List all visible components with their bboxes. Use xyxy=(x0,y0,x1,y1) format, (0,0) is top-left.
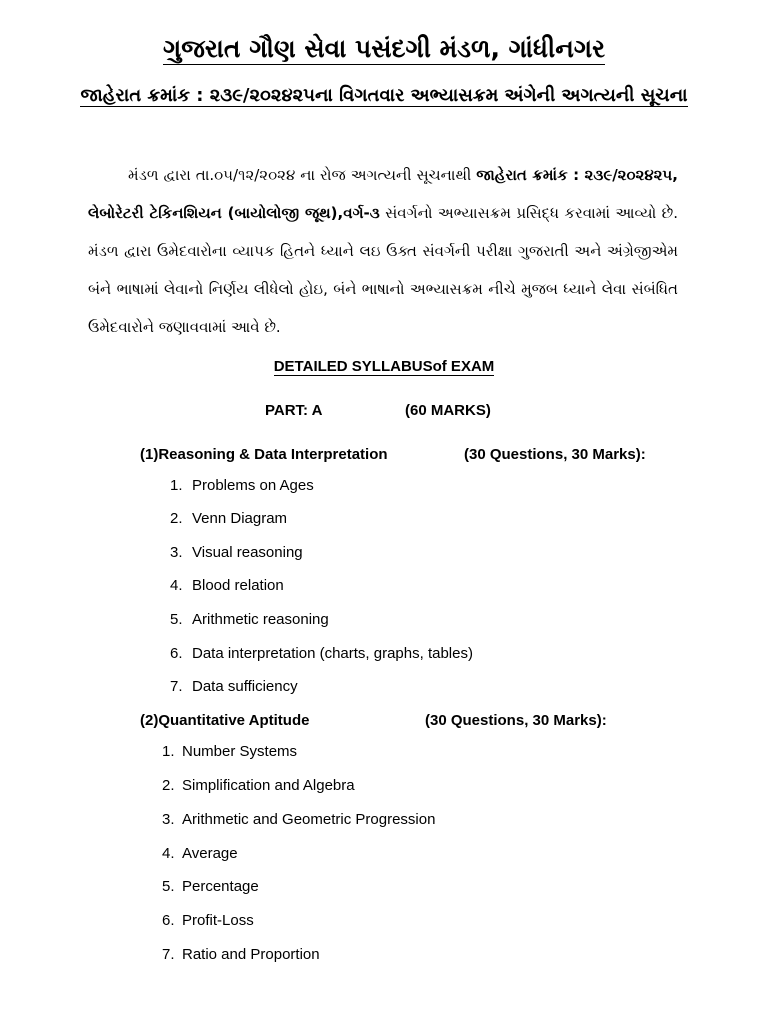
list-item-number: 3. xyxy=(162,811,175,828)
list-item xyxy=(162,777,355,794)
list-item xyxy=(170,510,287,527)
list-item-text: Arithmetic and Geometric Progression xyxy=(182,811,436,828)
list-item-text: Percentage xyxy=(182,878,259,895)
notice-text-rest: સંવર્ગનો અભ્યાસક્રમ પ્રસિદ્ધ કરવામાં આવ્યો છે. મંડળ દ્વારા ઉમેદવારોના વ્યાપક હિતને ધ્યાને લઇ ઉક્ત સંવર્ગની પરીક્ષા ગુજરાતી અને અંગ્રેજીએમ બંને ભાષામાં લેવાનો નિર્ણય લીધેલો હોઇ, બંને ભાષાનો અભ્યાસક્રમ નીચે મુજબ ધ્યાને લેવા સંબંધિત ઉમેદવારોને જણાવવામાં આવે છે. xyxy=(88,204,679,336)
list-item xyxy=(170,611,329,628)
part-marks: (60 MARKS) xyxy=(405,402,491,419)
list-item-text: Data sufficiency xyxy=(192,678,298,695)
section-title: (1)Reasoning & Data Interpretation xyxy=(140,446,388,463)
list-item-number: 7. xyxy=(170,678,183,695)
list-item-number: 4. xyxy=(162,845,175,862)
list-item-number: 4. xyxy=(170,577,183,594)
list-item-text: Arithmetic reasoning xyxy=(192,611,329,628)
notice-text-start: મંડળ દ્વારા તા.૦૫/૧૨/૨૦૨૪ ના રોજ અગત્યની સૂચનાથી xyxy=(128,166,477,184)
list-item-text: Average xyxy=(182,845,238,862)
list-item xyxy=(162,845,238,862)
syllabus-heading-text: DETAILED SYLLABUSof EXAM xyxy=(273,358,495,375)
list-item xyxy=(170,645,473,662)
list-item-text: Ratio and Proportion xyxy=(182,946,320,963)
list-item-text: Problems on Ages xyxy=(192,477,314,494)
list-item-text: Venn Diagram xyxy=(192,510,288,527)
list-item xyxy=(170,544,303,561)
list-item-text: Visual reasoning xyxy=(192,544,303,561)
part-label: PART: A xyxy=(265,402,323,419)
list-item-number: 2. xyxy=(162,777,175,794)
section-marks: (30 Questions, 30 Marks): xyxy=(464,446,646,463)
list-item xyxy=(162,811,435,828)
list-item-text: Simplification and Algebra xyxy=(182,777,355,794)
notice-subtitle xyxy=(60,80,708,112)
list-item-number: 5. xyxy=(170,611,183,628)
section-marks: (30 Questions, 30 Marks): xyxy=(425,712,607,729)
list-item-number: 7. xyxy=(162,946,175,963)
list-item-number: 1. xyxy=(170,477,183,494)
list-item xyxy=(162,743,297,760)
list-item-number: 1. xyxy=(162,743,175,760)
list-item xyxy=(162,878,259,895)
list-item-text: Data interpretation (charts, graphs, tables) xyxy=(192,645,473,662)
page-title-text: ગુજરાત ગૌણ સેવા પસંદગી મંડળ, ગાંધીનગર xyxy=(162,34,606,63)
list-item-number: 6. xyxy=(170,645,183,662)
notice-subtitle-text: જાહેરાત ક્રમાંક : ૨૩૯/૨૦૨૪૨૫ના વિગતવાર અભ્યાસક્રમ અંગેની અગત્યની સૂચના xyxy=(80,85,688,106)
list-item-text: Number Systems xyxy=(182,743,298,760)
list-item xyxy=(162,912,254,929)
list-item-number: 5. xyxy=(162,878,175,895)
list-item-number: 3. xyxy=(170,544,183,561)
list-item-text: Profit-Loss xyxy=(182,912,254,929)
page-title xyxy=(0,34,768,64)
section-title: (2)Quantitative Aptitude xyxy=(140,712,310,729)
list-item-text: Blood relation xyxy=(192,577,284,594)
list-item-number: 6. xyxy=(162,912,175,929)
list-item-number: 2. xyxy=(170,510,183,527)
notice-paragraph xyxy=(88,156,678,346)
list-item xyxy=(170,678,298,695)
syllabus-heading xyxy=(0,358,768,375)
list-item xyxy=(170,577,284,594)
list-item xyxy=(162,946,320,963)
list-item xyxy=(170,477,314,494)
notice-advert-reference: જાહેરાત ક્રમાંક : ૨૩૯/૨૦૨૪૨૫, લેબોરેટરી ટેકિનશિયન (બાયોલોજી જૂથ),વર્ગ-૩ xyxy=(88,166,678,222)
